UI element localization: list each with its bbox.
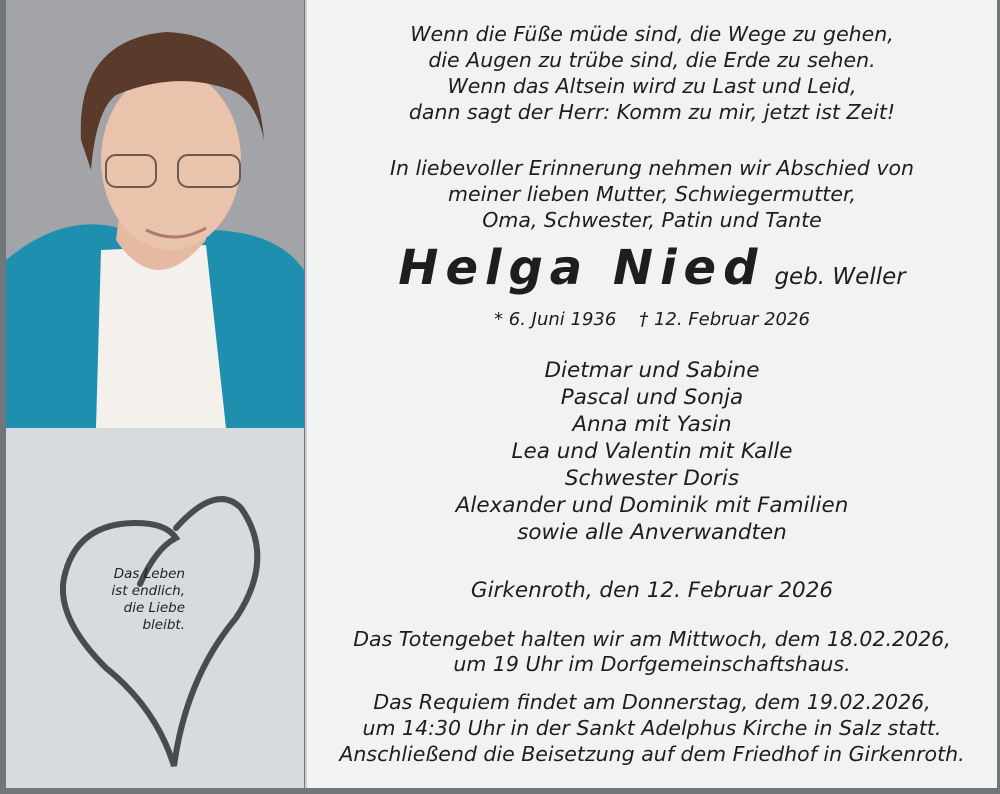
prayer-line: um 19 Uhr im Dorfgemeinschaftshaus. bbox=[453, 652, 851, 676]
poem-line: die Augen zu trübe sind, die Erde zu sehen. bbox=[428, 48, 876, 72]
mourner: Schwester Doris bbox=[564, 466, 740, 491]
obituary-text-panel bbox=[305, 0, 997, 788]
quote-line: die Liebe bbox=[123, 600, 185, 616]
mourner: Lea und Valentin mit Kalle bbox=[511, 439, 793, 464]
quote-line: bleibt. bbox=[142, 617, 185, 633]
mourner: Alexander und Dominik mit Familien bbox=[455, 493, 849, 518]
mourner: Anna mit Yasin bbox=[572, 412, 732, 437]
mourner: sowie alle Anverwandten bbox=[517, 520, 787, 545]
mourner: Dietmar und Sabine bbox=[544, 358, 760, 383]
deceased-name bbox=[307, 240, 997, 296]
full-name: Helga Nied bbox=[398, 240, 765, 296]
poem-line: dann sagt der Herr: Komm zu mir, jetzt ist Zeit! bbox=[408, 100, 896, 124]
heart-quote bbox=[90, 566, 185, 634]
requiem-line: Anschließend die Beisetzung auf dem Friedhof in Girkenroth. bbox=[339, 742, 965, 766]
portrait-photo bbox=[6, 0, 304, 428]
intro-line: In liebevoller Erinnerung nehmen wir Abschied von bbox=[389, 156, 914, 180]
quote-line: Das Leben bbox=[113, 566, 185, 582]
intro-line: Oma, Schwester, Patin und Tante bbox=[482, 208, 822, 232]
place-date: Girkenroth, den 12. Februar 2026 bbox=[470, 578, 834, 603]
maiden-name: geb. Weller bbox=[774, 264, 906, 290]
requiem-line: Das Requiem findet am Donnerstag, dem 19.02.2026, bbox=[373, 690, 931, 714]
life-dates: * 6. Juni 1936 † 12. Februar 2026 bbox=[494, 309, 810, 330]
quote-line: ist endlich, bbox=[111, 583, 185, 599]
prayer-line: Das Totengebet halten wir am Mittwoch, dem 18.02.2026, bbox=[353, 627, 951, 651]
mourner: Pascal und Sonja bbox=[560, 385, 744, 410]
intro-line: meiner lieben Mutter, Schwiegermutter, bbox=[447, 182, 857, 206]
poem-line: Wenn die Füße müde sind, die Wege zu gehen, bbox=[410, 22, 894, 46]
poem-line: Wenn das Altsein wird zu Last und Leid, bbox=[447, 74, 857, 98]
requiem-line: um 14:30 Uhr in der Sankt Adelphus Kirche in Salz statt. bbox=[362, 716, 942, 740]
